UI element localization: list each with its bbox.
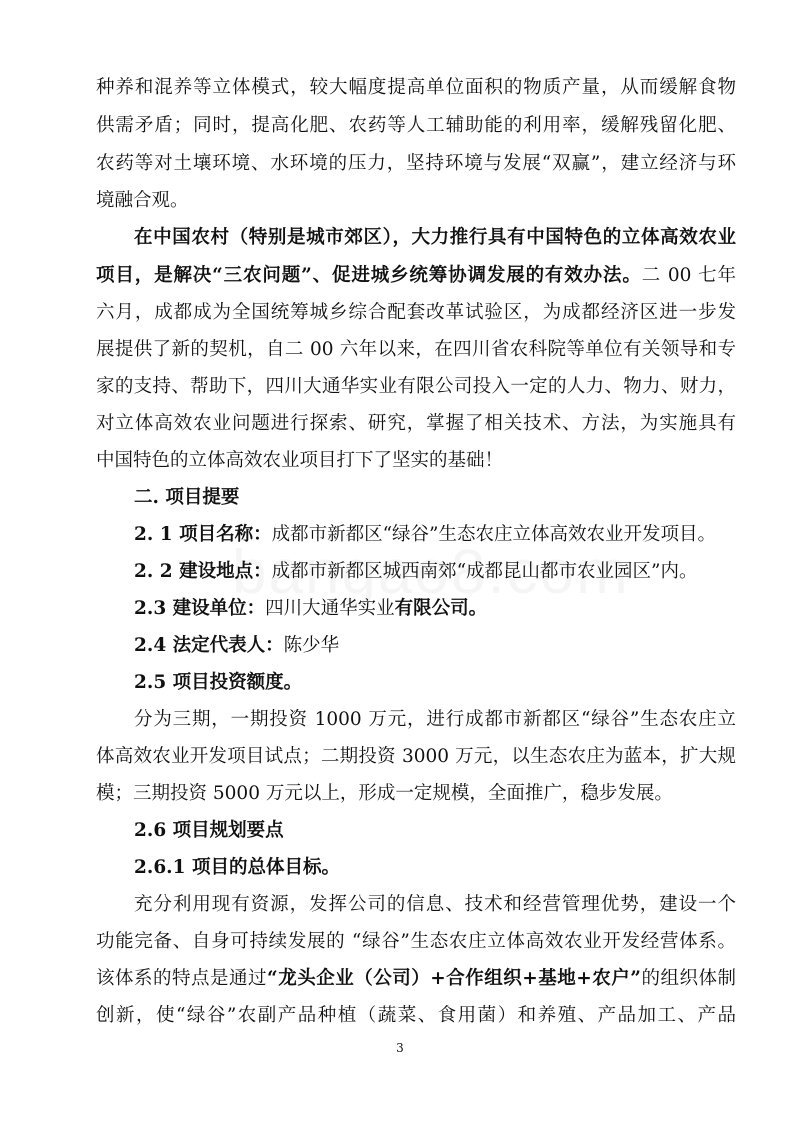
para2-line5: 家的支持、帮助下，四川大通华实业有限公司投入一定的人力、物力、财力， bbox=[96, 376, 736, 397]
para2-line4: 展提供了新的契机，自二 00 六年以来，在四川省农科院等单位有关领导和专 bbox=[96, 339, 736, 360]
item-2-2 bbox=[134, 560, 736, 584]
para4-line2: 功能完备、自身可持续发展的 “绿谷”生态农庄立体高效农业开发经营体系。 bbox=[96, 931, 736, 952]
para1-line3: 农药等对土壤环境、水环境的压力，坚持环境与发展“双赢”，建立经济与环 bbox=[96, 153, 736, 174]
para4-line3 bbox=[96, 967, 736, 991]
para1-line1: 种养和混养等立体模式，较大幅度提高单位面积的物质产量，从而缓解食物 bbox=[96, 77, 736, 98]
item-2-3-label: 2.3 建设单位： bbox=[134, 598, 266, 619]
para4-line3-b: 的组织体制 bbox=[640, 968, 736, 989]
item-2-2-label: 2. 2 建设地点： bbox=[134, 561, 272, 582]
para2-line1: 在中国农村（特别是城市郊区），大力推行具有中国特色的立体高效农业 bbox=[134, 227, 736, 248]
para3-line2: 体高效农业开发项目试点；二期投资 3000 万元，以生态农庄为蓝本，扩大规 bbox=[96, 746, 736, 767]
para2-line3: 六月，成都成为全国统筹城乡综合配套改革试验区，为成都经济区进一步发 bbox=[96, 302, 736, 323]
item-2-4 bbox=[134, 634, 736, 658]
para4-line3-a: 该体系的特点是通过 bbox=[96, 968, 268, 989]
page-number: 3 bbox=[396, 1041, 404, 1055]
para2-line7: 中国特色的立体高效农业项目打下了坚实的基础！ bbox=[96, 450, 504, 471]
item-2-2-value: 成都市新都区城西南郊“成都昆山都市农业园区”内。 bbox=[271, 561, 698, 582]
para4-line1: 充分利用现有资源，发挥公司的信息、技术和经营管理优势，建设一个 bbox=[134, 894, 736, 915]
para2-line2-rest: 二 00 七年 bbox=[641, 265, 736, 286]
item-2-5: 2.5 项目投资额度。 bbox=[134, 672, 303, 693]
para4-line4: 创新，使“绿谷”农副产品种植（蔬菜、食用菌）和养殖、产品加工、产品 bbox=[96, 1005, 736, 1026]
para3-line1: 分为三期，一期投资 1000 万元，进行成都市新都区“绿谷”生态农庄立 bbox=[134, 709, 736, 730]
para2-line6: 对立体高效农业问题进行探索、研究，掌握了相关技术、方法，为实施具有 bbox=[96, 413, 736, 434]
item-2-1-value: 成都市新都区“绿谷”生态农庄立体高效农业开发项目。 bbox=[271, 524, 716, 545]
item-2-3 bbox=[134, 597, 736, 621]
para1-line2: 供需矛盾；同时，提高化肥、农药等人工辅助能的利用率，缓解残留化肥、 bbox=[96, 115, 736, 136]
para2-line2 bbox=[96, 264, 736, 288]
para3-line3: 模；三期投资 5000 万元以上，形成一定规模，全面推广，稳步发展。 bbox=[96, 783, 673, 804]
heading-2-6-1: 2.6.1 项目的总体目标。 bbox=[134, 857, 340, 878]
item-2-3-value-bold: 有限公司。 bbox=[394, 598, 488, 619]
section-heading: 二. 项目提要 bbox=[134, 487, 240, 508]
item-2-4-value: 陈少华 bbox=[283, 635, 340, 656]
heading-2-6: 2.6 项目规划要点 bbox=[134, 820, 284, 841]
item-2-1 bbox=[134, 523, 736, 547]
para1-line4: 境融合观。 bbox=[96, 190, 189, 211]
item-2-4-label: 2.4 法定代表人： bbox=[134, 635, 284, 656]
para2-line2-bold: 项目，是解决“三农问题”、促进城乡统筹协调发展的有效办法。 bbox=[96, 265, 642, 286]
item-2-3-value: 四川大通华实业 bbox=[265, 598, 395, 619]
item-2-1-label: 2. 1 项目名称： bbox=[134, 524, 272, 545]
para4-line3-bold: “龙头企业（公司）+合作组织+基地+农户” bbox=[267, 968, 641, 989]
